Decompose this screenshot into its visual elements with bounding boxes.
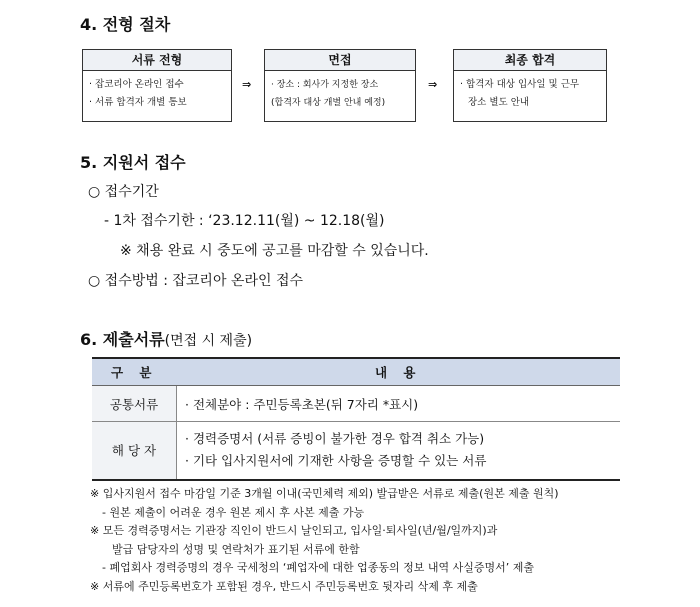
- table-row-content: [177, 422, 621, 480]
- note-line: ※ 서류에 주민등록번호가 포함된 경우, 반드시 주민등록번호 뒷자리 삭제 후 제출: [90, 579, 478, 593]
- table-header-cell: 구 분: [92, 358, 177, 386]
- arrow-icon: ⇒: [242, 78, 252, 91]
- note-line: ※ 모든 경력증명서는 기관장 직인이 반드시 날인되고, 입사일·퇴사일(년/월/일까지)과: [90, 524, 498, 537]
- table-row-item: · 기타 입사지원서에 기재한 사항을 증명할 수 있는 서류: [185, 453, 487, 469]
- early-close-note: ※ 채용 완료 시 중도에 공고를 마감할 수 있습니다.: [120, 243, 429, 259]
- table-row-label: 해 당 자: [92, 422, 177, 480]
- table-row-item: · 경력증명서 (서류 증빙이 불가한 경우 합격 취소 가능): [185, 431, 485, 447]
- table-row-label: 공통서류: [92, 386, 177, 422]
- section-5-heading: 5. 지원서 접수: [80, 153, 186, 172]
- process-box-title: 면접: [265, 50, 415, 71]
- process-box-interview: [264, 49, 416, 122]
- process-box-line: · 서류 합격자 개별 통보: [89, 97, 187, 108]
- note-line: - 폐업회사 경력증명의 경우 국세청의 ‘폐업자에 대한 업종동의 정보 내역 사실증명서’ 제출: [102, 561, 534, 574]
- process-box-line: (합격자 대상 개별 안내 예정): [271, 98, 386, 108]
- process-box-title: 최종 합격: [454, 50, 606, 71]
- note-line: ※ 입사지원서 접수 마감일 기준 3개월 이내(국민체력 제외) 발급받은 서류로 제출(원본 제출 원칙): [90, 487, 559, 500]
- table-row-content: [177, 386, 621, 422]
- table-row: [92, 386, 620, 422]
- process-box-line: · 장소 : 회사가 지정한 장소: [271, 80, 379, 90]
- note-line: - 원본 제출이 어려운 경우 원본 제시 후 사본 제출 가능: [102, 505, 365, 519]
- section-6-title: 6. 제출서류: [80, 330, 165, 349]
- section-6-heading: [80, 327, 252, 350]
- section-4-heading: 4. 전형 절차: [80, 15, 171, 34]
- table-header-row: [92, 358, 620, 386]
- period-label: ○ 접수기간: [88, 184, 159, 200]
- documents-table: [92, 357, 620, 481]
- process-box-line: · 합격자 대상 입사일 및 근무: [460, 79, 580, 90]
- table-header-cell: 내 용: [177, 358, 621, 386]
- arrow-icon: ⇒: [428, 78, 438, 91]
- notes-block: [90, 485, 559, 596]
- table-row: [92, 422, 620, 480]
- note-line: 발급 담당자의 성명 및 연락처가 표기된 서류에 한함: [112, 542, 360, 556]
- process-box-line: · 잡코리아 온라인 접수: [89, 79, 184, 90]
- table-row-item: · 전체분야 : 주민등록초본(뒤 7자리 *표시): [185, 396, 419, 412]
- method-text: ○ 접수방법 : 잡코리아 온라인 접수: [88, 273, 303, 289]
- process-box-line: 장소 별도 안내: [468, 97, 530, 108]
- section-6-subtitle: (면접 시 제출): [164, 333, 253, 349]
- process-box-final: [453, 49, 607, 122]
- process-box-title: 서류 전형: [83, 50, 231, 71]
- process-box-document: [82, 49, 232, 122]
- deadline-text: - 1차 접수기한 : ‘23.12.11(월) ~ 12.18(월): [104, 213, 385, 229]
